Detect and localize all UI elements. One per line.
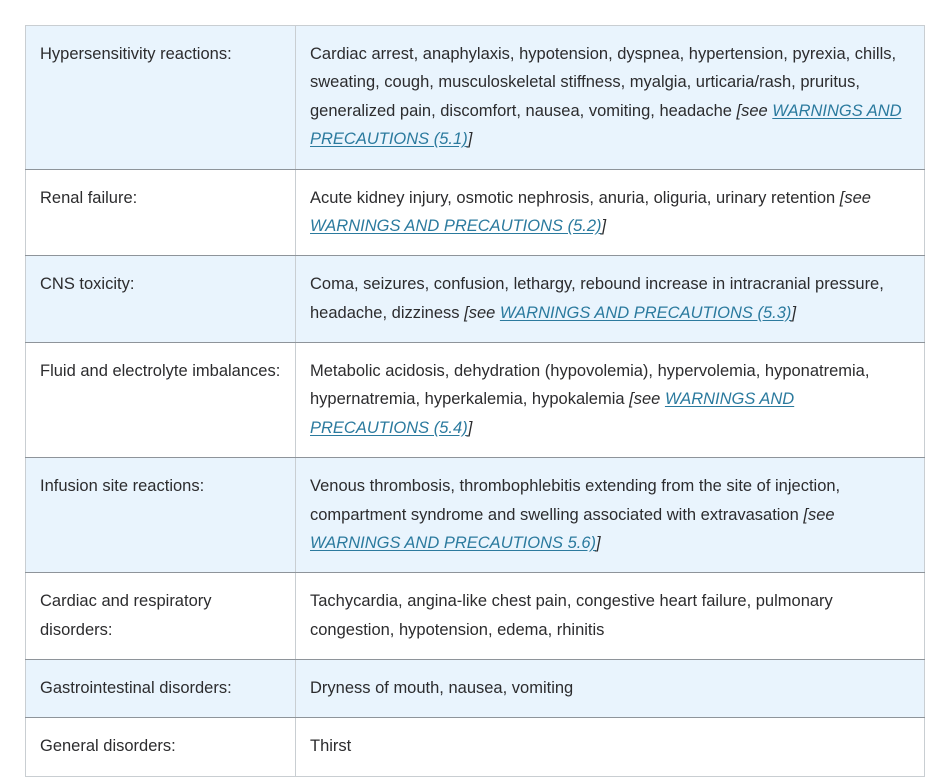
- cross-reference-prefix: [see: [629, 390, 665, 409]
- adverse-reactions-table: [25, 25, 925, 777]
- table-row: [26, 660, 925, 718]
- adverse-reaction-description: [296, 256, 925, 343]
- adverse-reaction-description: [296, 660, 925, 718]
- table-row: [26, 573, 925, 660]
- adverse-reaction-description: [296, 458, 925, 573]
- cross-reference: [464, 304, 796, 322]
- adverse-reaction-term: Hypersensitivity reactions:: [26, 26, 296, 170]
- table-row: [26, 26, 925, 170]
- warnings-and-precautions-link[interactable]: WARNINGS AND PRECAUTIONS (5.1): [310, 101, 902, 149]
- adverse-reaction-description: [296, 169, 925, 256]
- table-row: [26, 256, 925, 343]
- warnings-and-precautions-link[interactable]: WARNINGS AND PRECAUTIONS (5.3): [499, 303, 792, 322]
- description-text: Acute kidney injury, osmotic nephrosis, anuria, oliguria, urinary retention: [310, 188, 840, 207]
- warnings-and-precautions-link[interactable]: WARNINGS AND PRECAUTIONS (5.2): [310, 216, 602, 235]
- description-text: Cardiac arrest, anaphylaxis, hypotension, dyspnea, hypertension, pyrexia, chills, sweating, cough, musculoskeletal stiffness, myalgia, urticaria/rash, pruritus, generalized pain, discomfort, nausea, vomiting, headache: [310, 45, 897, 120]
- adverse-reaction-description: [296, 343, 925, 458]
- table-body: [26, 26, 925, 777]
- warnings-and-precautions-link[interactable]: WARNINGS AND PRECAUTIONS 5.6): [310, 533, 597, 552]
- description-text: Thirst: [310, 737, 352, 756]
- adverse-reaction-description: [296, 718, 925, 776]
- cross-reference-prefix: [see: [464, 303, 500, 322]
- adverse-reaction-description: [296, 26, 925, 170]
- adverse-reaction-term: Gastrointestinal disorders:: [26, 660, 296, 718]
- cross-reference-prefix: [see: [736, 101, 773, 120]
- description-text: Venous thrombosis, thrombophlebitis extending from the site of injection, compartment syndrome and swelling associated with extravasation: [310, 477, 841, 524]
- adverse-reaction-term: General disorders:: [26, 718, 296, 776]
- cross-reference-prefix: [see: [803, 505, 835, 524]
- cross-reference-suffix: ]: [791, 303, 797, 322]
- description-text: Dryness of mouth, nausea, vomiting: [310, 679, 574, 697]
- cross-reference-suffix: ]: [467, 130, 473, 149]
- cross-reference-suffix: ]: [601, 216, 607, 235]
- cross-reference-prefix: [see: [839, 188, 871, 207]
- cross-reference-suffix: ]: [596, 533, 601, 552]
- table-row: [26, 343, 925, 458]
- adverse-reaction-term: Infusion site reactions:: [26, 458, 296, 573]
- adverse-reaction-term: Renal failure:: [26, 169, 296, 256]
- cross-reference-suffix: ]: [467, 418, 473, 437]
- table-row: [26, 718, 925, 776]
- description-text: Coma, seizures, confusion, lethargy, rebound increase in intracranial pressure, headache, dizziness: [310, 275, 884, 322]
- table-row: [26, 169, 925, 256]
- warnings-and-precautions-link[interactable]: WARNINGS AND PRECAUTIONS (5.4): [310, 390, 795, 437]
- description-text: Metabolic acidosis, dehydration (hypovolemia), hypervolemia, hyponatremia, hypernatremia, hyperkalemia, hypokalemia: [310, 362, 870, 409]
- adverse-reaction-term: Cardiac and respiratory disorders:: [26, 573, 296, 660]
- adverse-reaction-term: Fluid and electrolyte imbalances:: [26, 343, 296, 458]
- description-text: Tachycardia, angina-like chest pain, congestive heart failure, pulmonary congestion, hypotension, edema, rhinitis: [310, 592, 833, 639]
- adverse-reaction-term: CNS toxicity:: [26, 256, 296, 343]
- adverse-reaction-description: [296, 573, 925, 660]
- table-row: [26, 458, 925, 573]
